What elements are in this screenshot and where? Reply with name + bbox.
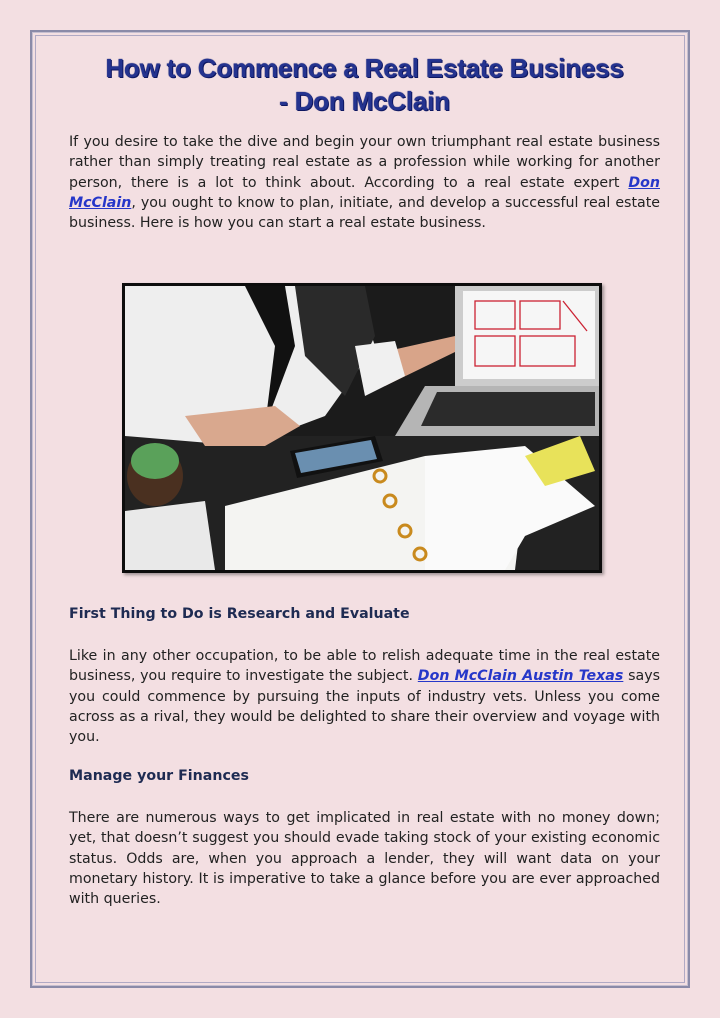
intro-text-after: , you ought to know to plan, initiate, and develop a successful real estate business. Here is how you can start a real estate business. (69, 194, 660, 232)
document-body (69, 52, 660, 233)
title-line-2: - Don McClain (279, 86, 450, 116)
section-heading-finances: Manage your Finances (69, 768, 249, 784)
article-photo (122, 283, 602, 573)
section-heading-research: First Thing to Do is Research and Evaluate (69, 606, 410, 622)
section-finances-body (69, 808, 660, 909)
finances-paragraph: There are numerous ways to get implicated in real estate with no money down; yet, that doesn’t suggest you should evade taking stock of your existing economic status. Odds are, when you approach a lender, they will want data on your monetary history. It is imperative to take a glance before you are ever approached with queries. (69, 810, 660, 908)
title-line-1: How to Commence a Real Estate Business (105, 53, 624, 83)
intro-paragraph (69, 132, 660, 233)
photo-icon (125, 286, 599, 570)
don-mcclain-austin-texas-link[interactable]: Don McClain Austin Texas (417, 668, 624, 685)
intro-text-before: If you desire to take the dive and begin your own triumphant real estate business rather than simply treating real estate as a profession while working for another person, there is a lot to think about. According to a real estate expert (69, 134, 660, 191)
don-mcclain-link[interactable]: Don McClain (69, 174, 660, 211)
research-paragraph (69, 646, 660, 747)
research-text-before: Like in any other occupation, to be able to relish adequate time in the real estate business, you require to investigate the subject. (69, 648, 660, 685)
section-research-body (69, 646, 660, 747)
research-text-after: says you could commence by pursuing the inputs of industry vets. Unless you come across as a rival, they would be delighted to share their overview and voyage with you. (69, 668, 661, 746)
page-title (69, 52, 660, 118)
